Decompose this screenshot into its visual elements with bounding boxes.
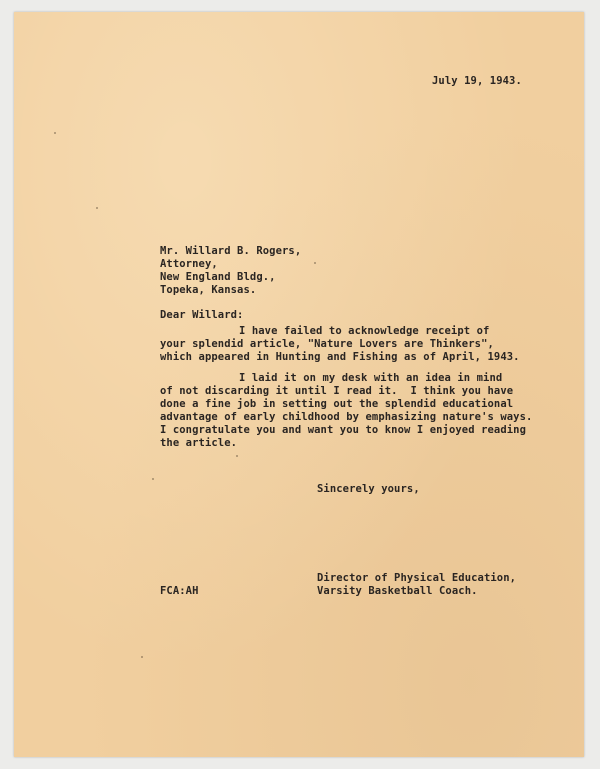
paper-speck bbox=[152, 478, 154, 480]
paragraph-1-line-3: which appeared in Hunting and Fishing as of April, 1943. bbox=[160, 351, 520, 363]
paper-speck bbox=[54, 132, 56, 134]
typist-initials: FCA:AH bbox=[160, 585, 199, 597]
paper-speck bbox=[141, 656, 143, 658]
paragraph-2-line-1: I laid it on my desk with an idea in mind bbox=[239, 372, 503, 384]
paragraph-2-line-3: done a fine job in setting out the splendid educational bbox=[160, 398, 514, 410]
paper-speck bbox=[96, 207, 98, 209]
signature-line-2: Varsity Basketball Coach. bbox=[317, 585, 478, 597]
recipient-line-3: New England Bldg., bbox=[160, 271, 276, 283]
recipient-line-4: Topeka, Kansas. bbox=[160, 284, 257, 296]
paper-speck bbox=[236, 455, 238, 457]
paper-speck bbox=[314, 262, 316, 264]
letter-date: July 19, 1943. bbox=[432, 75, 522, 87]
signature-line-1: Director of Physical Education, bbox=[317, 572, 517, 584]
salutation: Dear Willard: bbox=[160, 309, 244, 321]
recipient-line-2: Attorney, bbox=[160, 258, 218, 270]
closing: Sincerely yours, bbox=[317, 483, 420, 495]
paragraph-2-line-5: I congratulate you and want you to know I enjoyed reading bbox=[160, 424, 527, 436]
recipient-line-1: Mr. Willard B. Rogers, bbox=[160, 245, 302, 257]
paragraph-2-line-6: the article. bbox=[160, 437, 238, 449]
paragraph-1-line-2: your splendid article, "Nature Lovers are Thinkers", bbox=[160, 338, 494, 350]
paragraph-2-line-2: of not discarding it until I read it. I think you have bbox=[160, 385, 514, 397]
paragraph-2-line-4: advantage of early childhood by emphasizing nature's ways. bbox=[160, 411, 533, 423]
paragraph-1-line-1: I have failed to acknowledge receipt of bbox=[239, 325, 490, 337]
